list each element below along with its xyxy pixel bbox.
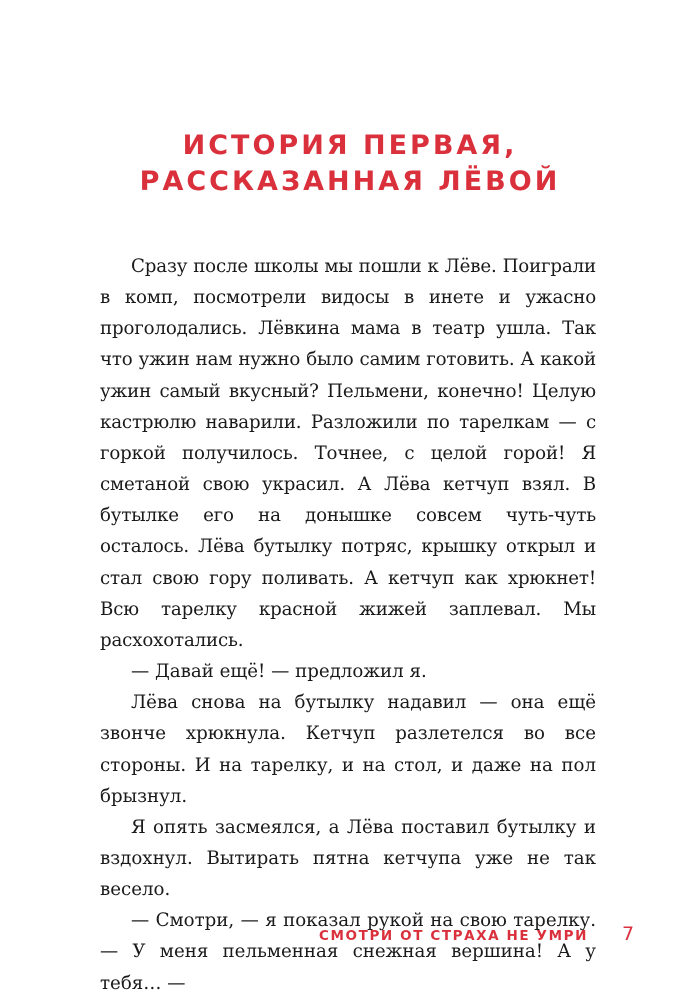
page-footer [0,923,700,947]
paragraph: Я опять засмеялся, а Лёва поставил бутылку и вздохнул. Вытирать пятна кетчупа уже не так весело. [100,816,596,901]
page-number: 7 [622,923,635,945]
chapter-title-line-1: ИСТОРИЯ ПЕРВАЯ, [182,130,518,161]
running-head: СМОТРИ ОТ СТРАХА НЕ УМРИ [319,928,588,944]
chapter-title-line-2: РАССКАЗАННАЯ ЛЁВОЙ [139,166,561,197]
paragraph: Лёва снова на бутылку надавил — она ещё звонче хрюкнула. Кетчуп разлетелся во все стороны. И на тарелку, и на стол, и даже на пол брызнул. [100,692,596,807]
paragraph: — Смотри, — я показал рукой на свою тарелку. — У меня пельменная снежная вершина! А у тебя… — [100,910,596,994]
body-text [100,251,596,999]
paragraph: — Давай ещё! — предложил я. [131,661,427,683]
chapter-title [0,128,700,200]
paragraph: Сразу после школы мы пошли к Лёве. Поиграли в комп, посмотрели видосы в инете и ужасно проголодались. Лёвкина мама в театр ушла. Так что ужин нам нужно было самим готовить. А какой ужин самый вкусный? Пельмени, конечно! Целую кастрюлю наварили. Разложили по тарелкам — с горкой получилось. Точнее, с целой горой! Я сметаной свою украсил. А Лёва кетчуп взял. В бутылке его на донышке совсем чуть-чуть осталось. Лёва бутылку потряс, крышку открыл и стал свою гору поливать. А кетчуп как хрюкнет! Всю тарелку красной жижей заплевал. Мы расхохотались. [100,256,596,651]
